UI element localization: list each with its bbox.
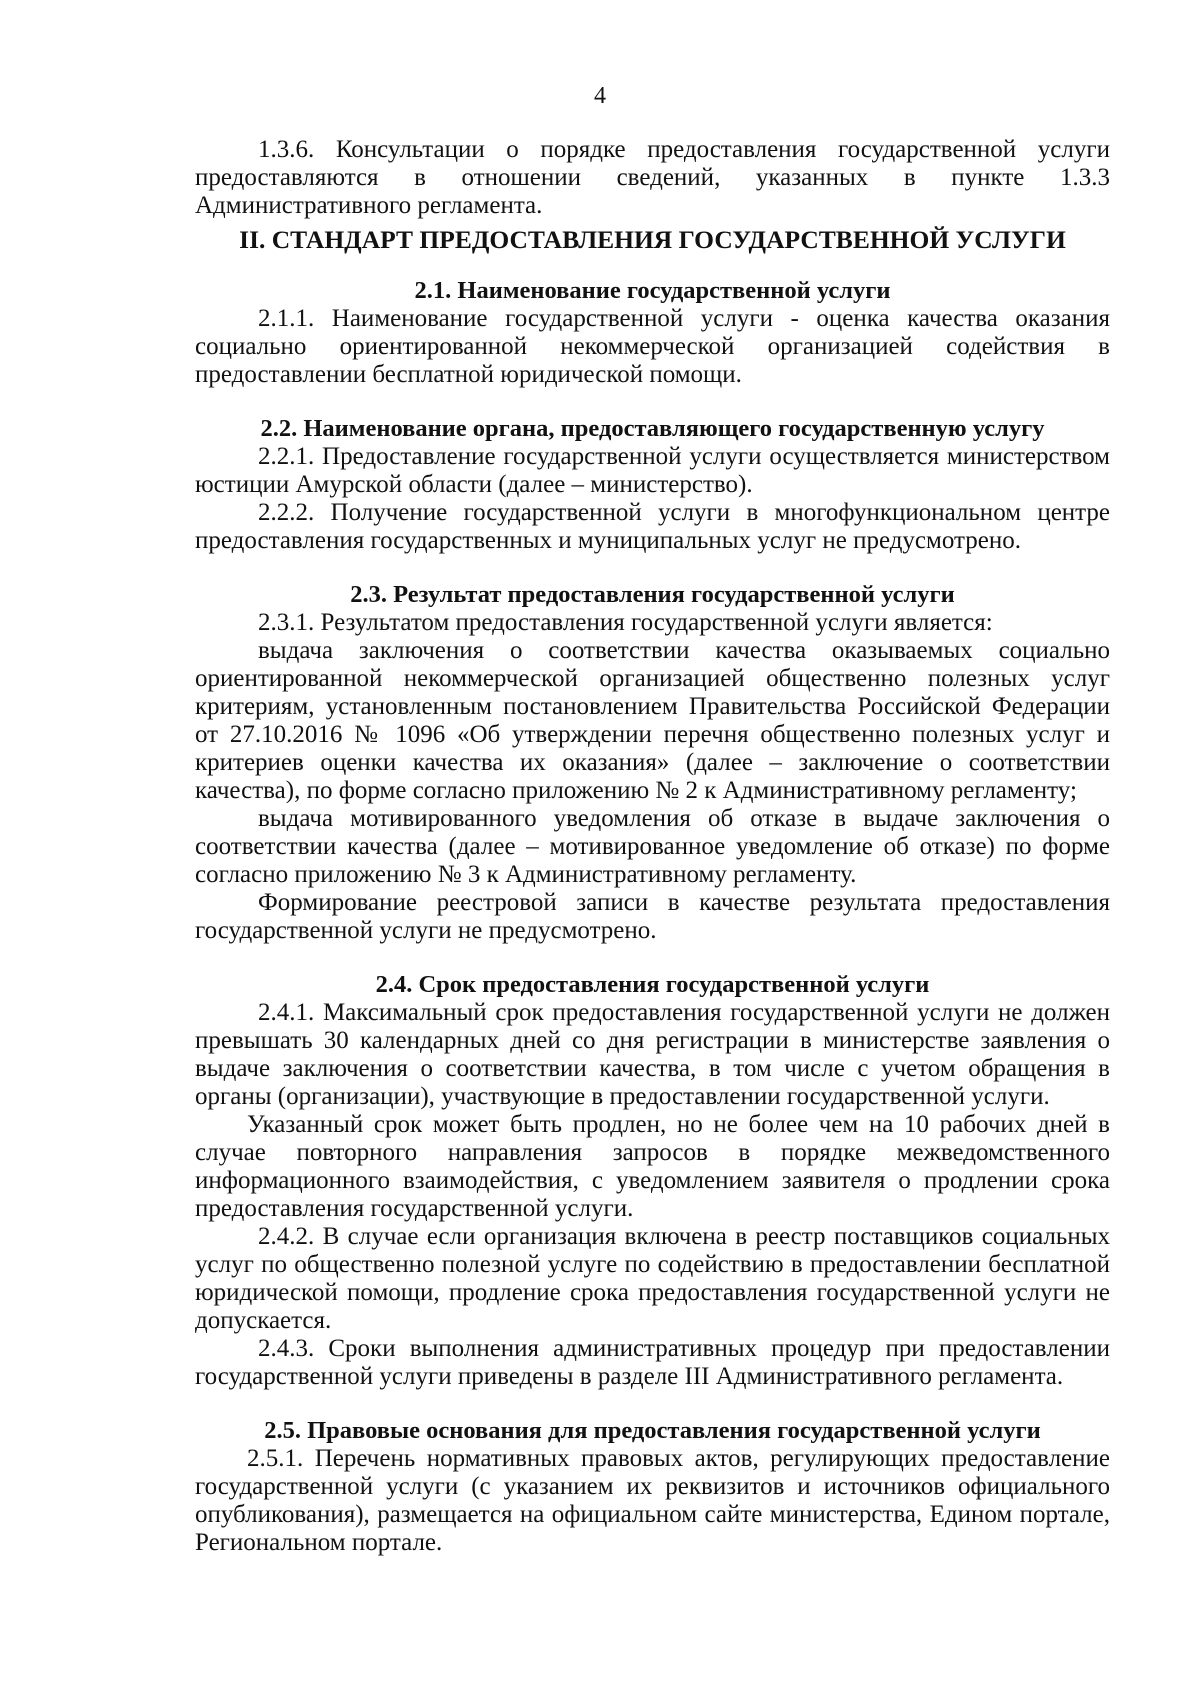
document-body (195, 136, 1110, 1557)
section-2-2-title: 2.2. Наименование органа, предоставляющего государственную услугу (260, 415, 1045, 442)
paragraph-2-3-result-conclusion: выдача заключения о соответствии качества оказываемых социально ориентированной некоммерческой организацией общественно полезных услуг критериям, установленным постановлением Правительства Российской Федерации от 27.10.2016 № 1096 «Об утверждении перечня общественно полезных услуг и критериев оценки качества их оказания» (далее – заключение о соответствии качества), по форме согласно приложению № 2 к Административному регламенту; (195, 637, 1110, 804)
paragraph-2-2-2: 2.2.2. Получение государственной услуги в многофункциональном центре предоставления государственных и муниципальных услуг не предусмотрено. (195, 499, 1110, 554)
section-2-3-title: 2.3. Результат предоставления государственной услуги (350, 581, 955, 608)
paragraph-2-4-1: 2.4.1. Максимальный срок предоставления государственной услуги не должен превышать 30 календарных дней со дня регистрации в министерстве заявления о выдаче заключения о соответствии качества, в том числе с учетом обращения в органы (организации), участвующие в предоставлении государственной услуги. (195, 999, 1110, 1110)
paragraph-1-3-6: 1.3.6. Консультации о порядке предоставления государственной услуги предоставляются в отношении сведений, указанных в пункте 1.3.3 Административного регламента. (195, 136, 1110, 219)
paragraph-2-1-1: 2.1.1. Наименование государственной услуги - оценка качества оказания социально ориентированной некоммерческой организацией содействия в предоставлении бесплатной юридической помощи. (195, 305, 1110, 388)
paragraph-2-4-2: 2.4.2. В случае если организация включена в реестр поставщиков социальных услуг по общественно полезной услуге по содействию в предоставлении бесплатной юридической помощи, продление срока предоставления государственной услуги не допускается. (195, 1223, 1110, 1334)
page-number: 4 (594, 83, 606, 109)
paragraph-2-2-1: 2.2.1. Предоставление государственной услуги осуществляется министерством юстиции Амурской области (далее – министерство). (195, 443, 1110, 498)
paragraph-2-5-1: 2.5.1. Перечень нормативных правовых актов, регулирующих предоставление государственной услуги (с указанием их реквизитов и источников официального опубликования), размещается на официальном сайте министерства, Едином портале, Региональном портале. (195, 1445, 1110, 1556)
paragraph-2-3-result-refusal: выдача мотивированного уведомления об отказе в выдаче заключения о соответствии качества (далее – мотивированное уведомление об отказе) по форме согласно приложению № 3 к Административному регламенту. (195, 805, 1110, 888)
section-2-1-title: 2.1. Наименование государственной услуги (414, 277, 891, 304)
paragraph-2-4-extension: Указанный срок может быть продлен, но не более чем на 10 рабочих дней в случае повторного направления запросов в порядке межведомственного информационного взаимодействия, с уведомлением заявителя о продлении срока предоставления государственной услуги. (195, 1111, 1110, 1222)
paragraph-2-3-1: 2.3.1. Результатом предоставления государственной услуги является: (258, 609, 993, 636)
chapter-title: II. СТАНДАРТ ПРЕДОСТАВЛЕНИЯ ГОСУДАРСТВЕННОЙ УСЛУГИ (239, 225, 1066, 254)
paragraph-2-3-registry-record: Формирование реестровой записи в качестве результата предоставления государственной услуги не предусмотрено. (195, 889, 1110, 944)
paragraph-2-4-3: 2.4.3. Сроки выполнения административных процедур при предоставлении государственной услуги приведены в разделе III Административного регламента. (195, 1335, 1110, 1390)
section-2-5-title: 2.5. Правовые основания для предоставления государственной услуги (264, 1417, 1041, 1444)
section-2-4-title: 2.4. Срок предоставления государственной услуги (375, 971, 930, 998)
